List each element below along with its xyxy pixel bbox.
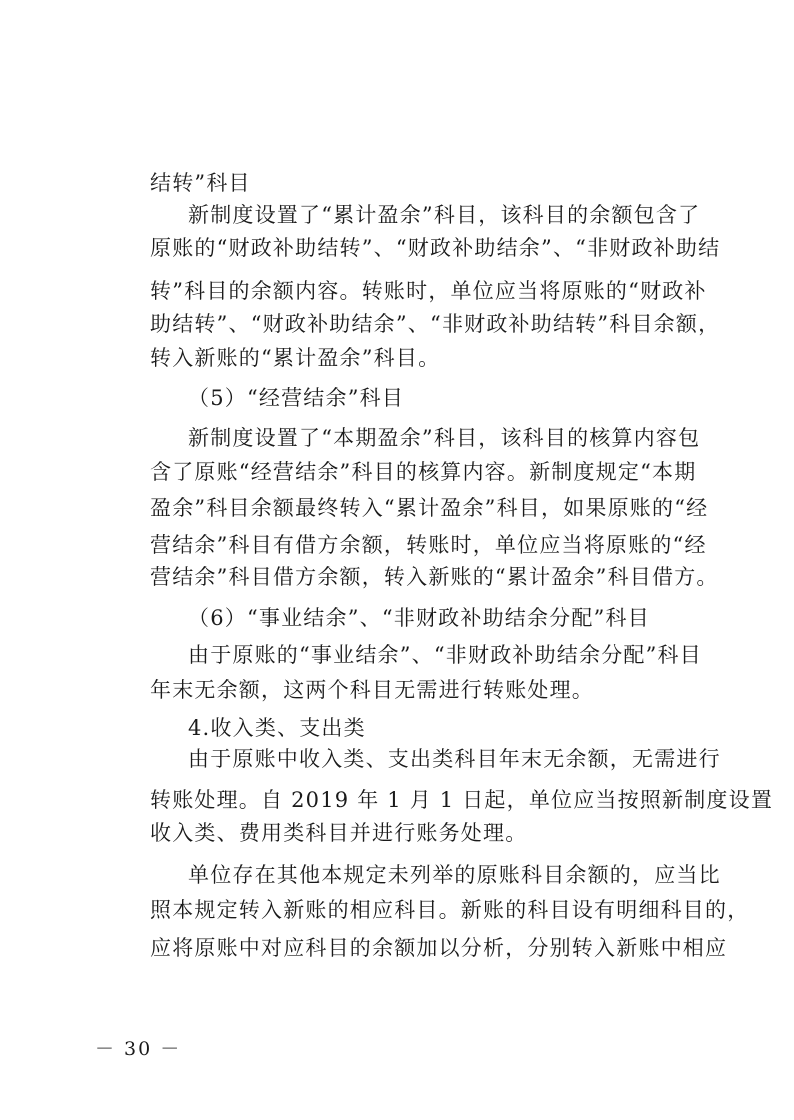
section-heading: （6）“事业结余”、“非财政补助结余分配”科目 [188,606,650,630]
paragraph-line: 单位存在其他本规定未列举的原账科目余额的，应当比 [188,863,721,887]
text-line: 助结转”、“财政补助结余”、“非财政补助结转”科目余额， [150,312,721,336]
text-line: 转账处理。自 2019 年 1 月 1 日起，单位应当按照新制度设置 [150,788,774,812]
section-heading: （5）“经营结余”科目 [188,386,405,410]
paragraph-line: 新制度设置了“累计盈余”科目，该科目的余额包含了 [188,203,701,227]
text-line: 营结余”科目借方余额，转入新账的“累计盈余”科目借方。 [150,565,719,589]
section-heading: 4.收入类、支出类 [188,716,366,740]
text-line: 收入类、费用类科目并进行账务处理。 [150,821,528,845]
text-line: 年末无余额，这两个科目无需进行转账处理。 [150,678,594,702]
text-line: 含了原账“经营结余”科目的核算内容。新制度规定“本期 [150,460,697,484]
paragraph-line: 新制度设置了“本期盈余”科目，该科目的核算内容包 [188,426,701,450]
text-line: 转入新账的“累计盈余”科目。 [150,346,441,370]
paragraph-line: 由于原账中收入类、支出类科目年末无余额，无需进行 [188,747,721,771]
text-line: 应将原账中对应科目的余额加以分析，分别转入新账中相应 [150,936,728,960]
text-line: 转”科目的余额内容。转账时，单位应当将原账的“财政补 [150,279,707,303]
text-line: 营结余”科目有借方余额，转账时，单位应当将原账的“经 [150,533,707,557]
text-line: 原账的“财政补助结转”、“财政补助结余”、“非财政补助结 [150,236,721,260]
text-line: 照本规定转入新账的相应科目。新账的科目设有明细科目的， [150,898,750,922]
page-number: － 30 － [95,1038,182,1060]
text-line: 盈余”科目余额最终转入“累计盈余”科目，如果原账的“经 [150,496,709,520]
paragraph-line: 由于原账的“事业结余”、“非财政补助结余分配”科目 [188,643,702,667]
text-line: 结转”科目 [150,171,251,195]
